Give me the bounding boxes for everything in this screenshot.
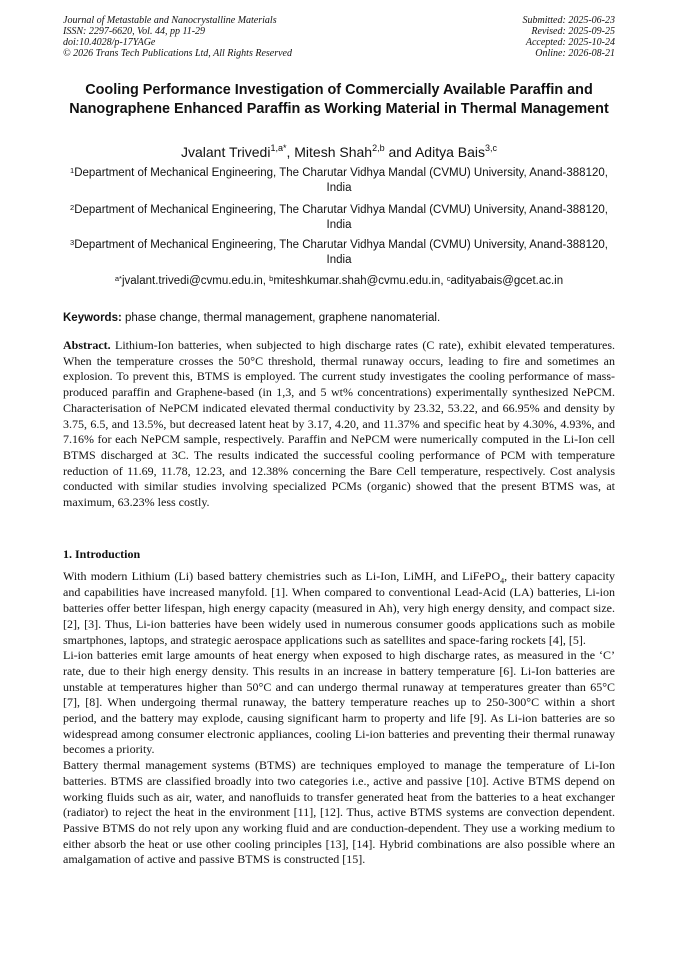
author-separator: , bbox=[286, 144, 295, 160]
intro-paragraph-3: Battery thermal management systems (BTMS) are techniques employed to manage the temperature of Li-Ion batteries. BTMS are classified broadly into two categories i.e., active and passive [10]. Active BTMS depend on working fluids such as air, water, and nanofluids to transfer generated heat from the batteries to a heat exchanger (radiator) to reject the heat in the environment [11], [12]. Thus, active BTMS systems are convection dependent. Passive BTMS do not rely upon any working fluid and are conduction-dependent. They use a working medium to either absorb the heat or use other cooling principles [13], [14]. Hybrid combinations are also possible where an amalgamation of active and passive BTMS is constructed [15]. bbox=[63, 758, 615, 867]
introduction-section bbox=[63, 569, 615, 868]
affiliation-1 bbox=[63, 166, 615, 196]
author-name: Aditya Bais bbox=[414, 144, 486, 160]
subscript-4: 4 bbox=[500, 576, 505, 586]
journal-name: Journal of Metastable and Nanocrystalline Materials bbox=[63, 15, 277, 26]
email-link[interactable]: miteshkumar.shah@cvmu.edu.in bbox=[273, 275, 441, 287]
intro-p1-text-a: With modern Lithium (Li) based battery chemistries such as Li-Ion, LiMH, and LiFePO bbox=[63, 569, 501, 583]
intro-paragraph-2: Li-ion batteries emit large amounts of heat energy when exposed to high discharge rates, as measured in the ‘C’ rate, due to their high energy density. This results in an increase in battery temperature [6]. Li-Ion batteries are unstable at temperatures higher than 50°C and can undergo thermal runaway at temperatures greater than 65°C [7], [8]. When undergoing thermal runaway, the battery temperature reaches up to 250-300°C within a short period, and the battery may explode, causing significant harm to property and life [9]. As Li-ion batteries are so widespread among consumer electronic appliances, cooling Li-ion batteries and preventing their thermal runaway becomes a priority. bbox=[63, 648, 615, 757]
email-separator: , bbox=[262, 275, 270, 287]
author-name: Jvalant Trivedi bbox=[180, 144, 271, 160]
issn-line: ISSN: 2297-6620, Vol. 44, pp 11-29 bbox=[63, 26, 206, 37]
email-link[interactable]: jvalant.trivedi@cvmu.edu.in bbox=[121, 275, 263, 287]
email-marker: a* bbox=[114, 274, 122, 283]
affiliation-text: Department of Mechanical Engineering, The Charutar Vidhya Mandal (CVMU) University, Anand-388120, India bbox=[74, 167, 608, 194]
email-list bbox=[63, 274, 615, 289]
affiliation-marker: 2 bbox=[70, 203, 75, 212]
copyright-line: © 2026 Trans Tech Publications Ltd, All Rights Reserved bbox=[63, 48, 292, 59]
section-heading-introduction: 1. Introduction bbox=[63, 547, 141, 561]
abstract-paragraph bbox=[63, 338, 615, 511]
author-superscript: 2,b bbox=[372, 143, 385, 153]
author-list bbox=[63, 143, 615, 161]
affiliation-marker: 3 bbox=[70, 238, 75, 247]
journal-header-left bbox=[63, 15, 292, 59]
journal-header-right bbox=[523, 15, 616, 59]
affiliation-3 bbox=[63, 238, 615, 268]
keywords-label: Keywords: bbox=[63, 312, 122, 324]
abstract-label: Abstract. bbox=[63, 338, 111, 352]
submitted-date: Submitted: 2025-06-23 bbox=[522, 15, 615, 26]
keywords-line bbox=[63, 311, 615, 326]
accepted-date: Accepted: 2025-10-24 bbox=[525, 37, 615, 48]
online-date: Online: 2026-08-21 bbox=[535, 48, 615, 59]
affiliation-text: Department of Mechanical Engineering, The Charutar Vidhya Mandal (CVMU) University, Anand-388120, India bbox=[74, 204, 608, 231]
author-separator: and bbox=[384, 144, 415, 160]
paper-title: Cooling Performance Investigation of Commercially Available Paraffin and Nanographene Enhanced Paraffin as Working Material in Thermal Management bbox=[69, 82, 609, 117]
email-marker: c bbox=[446, 274, 451, 283]
author-superscript: 3,c bbox=[485, 143, 498, 153]
affiliation-text: Department of Mechanical Engineering, The Charutar Vidhya Mandal (CVMU) University, Anand-388120, India bbox=[74, 239, 608, 266]
affiliation-marker: 1 bbox=[70, 166, 75, 175]
affiliation-2 bbox=[63, 203, 615, 233]
email-link[interactable]: adityabais@gcet.ac.in bbox=[450, 275, 564, 287]
intro-p1-text-b: , their battery capacity and capabilities have increased manyfold. [1]. When compared to conventional Lead-Acid (LA) batteries, Li-ion batteries offer better lifespan, high energy capacity (measured in Ah), very high energy density, and compact size. [2], [3]. Thus, Li-ion batteries have been widely used in numerous consumer goods applications such as mobile smartphones, laptops, and strategic aerospace applications such as satellites and space-faring rockets [4], [5]. bbox=[63, 569, 615, 647]
abstract-section bbox=[63, 338, 615, 511]
intro-paragraph-1 bbox=[63, 569, 615, 648]
doi-line: doi:10.4028/p-17YAGe bbox=[63, 37, 156, 48]
abstract-text: Lithium-Ion batteries, when subjected to high discharge rates (C rate), exhibit elevated temperatures. When the temperature crosses the 50°C threshold, thermal runaway occurs, leading to fire and sometimes an explosion. To prevent this, BTMS is employed. The current study investigates the cooling performance of mass-produced paraffin and Graphene-based (in 1,3, and 5 wt% concentrations) experimentally synthesized NePCM. Characterisation of NePCM indicated elevated thermal conductivity by 23.32, 53.22, and 66.95% and density by 3.75, 6.5, and 13.5%, but decreased latent heat by 3.17, 4.20, and 11.37% and specific heat by 4.30%, 4.93%, and 7.16% for each NePCM sample, respectively. Paraffin and NePCM were numerically computed in the Li-Ion cell BTMS discharged at 3C. The results indicated the successful cooling performance of PCM with temperature reduction of 11.69, 11.78, 12.23, and 12.38% concerning the Bare Cell temperature, respectively. Cost analysis conducted with similar studies involving specialized PCMs (organic) showed that the present BTMS was, at maximum, 63.23% less costly. bbox=[63, 338, 615, 510]
author-superscript: 1,a* bbox=[270, 143, 287, 153]
keywords-text: phase change, thermal management, graphene nanomaterial. bbox=[121, 312, 441, 324]
author-name: Mitesh Shah bbox=[294, 144, 373, 160]
revised-date: Revised: 2025-09-25 bbox=[531, 26, 615, 37]
email-separator: , bbox=[440, 275, 447, 287]
email-marker: b bbox=[269, 274, 274, 283]
